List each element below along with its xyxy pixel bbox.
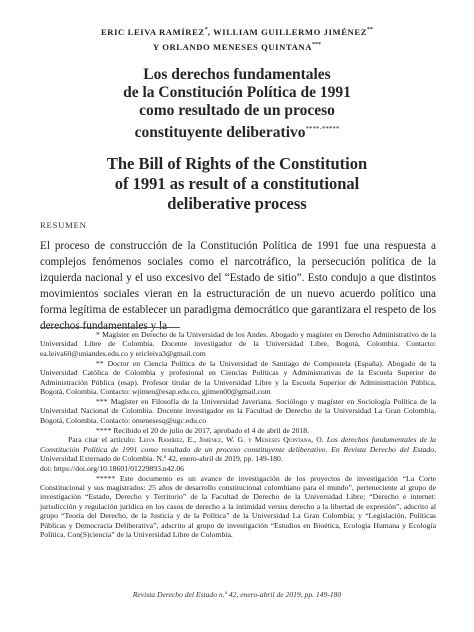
citation-details: , Universidad Externado de Colombia. N.º 42, enero-abril de 2019, pp. 149-180.	[40, 444, 436, 464]
footnote-mark: **	[367, 27, 374, 33]
footnotes	[40, 330, 436, 540]
footnote-text: Doctor en Ciencia Política de la Universidad de Santiago de Compostela (España). Abogado de la Universidad Católica de Colombia y profesional en Ciencias Políticas y Administrativas de la Escuela Superior de Administración Pública (esap). Profesor titular de la Universidad Libre y la Escuela Superior de Administración Pública, Bogotá, Colombia. Contacto: wjimen@esap.edu.co, gjimen00@gmail.com	[40, 358, 437, 396]
title-line	[40, 120, 434, 142]
footnote-mark: ****	[96, 425, 112, 435]
author-name: ERIC LEIVA RAMÍREZ	[100, 26, 205, 37]
running-footer: Revista Derecho del Estado n.º 42, enero-abril de 2019, pp. 149-180	[132, 590, 342, 599]
footnote	[40, 474, 436, 540]
section-heading-resumen: RESUMEN	[40, 220, 87, 230]
footnote-text: Recibido el 20 de julio de 2017, aprobado el 4 de abril de 2018.	[113, 425, 310, 435]
title-line: de la Constitución Política de 1991	[123, 84, 351, 101]
footnote-text: Magíster en Filosofía de la Universidad Javeriana. Sociólogo y magíster en Sociología Política de la Universidad Nacional de Colombia. Docente investigador en la Facultad de Derecho de la Universidad La Gran Colombia, Bogotá, Colombia. Contacto: omenesesq@ugc.edu.co	[40, 396, 436, 425]
citation-authors: Leiva Ramírez, E., Jiménez, W. G. y Meneses Quintana, O.	[139, 435, 324, 445]
title-line-text: constituyente deliberativo	[134, 124, 306, 142]
footnote-mark: *	[204, 27, 208, 33]
footnote	[40, 426, 436, 435]
footnote-text: Magíster en Derecho de la Universidad de los Andes. Abogado y magíster en Derecho Administrativo de la Universidad Libre de Colombia. Docente investigador de la Universidad Libre, Bogotá, Colombia. Contacto: ea.leiva60@uniandes.edu.co y ericleiva3@gmail.com	[40, 330, 437, 358]
author-list	[40, 24, 434, 54]
footnote	[40, 359, 436, 397]
title-spanish	[40, 66, 434, 142]
author-name: Y ORLANDO MENESES QUINTANA	[152, 41, 313, 52]
title-line: of 1991 as result of a constitutional	[114, 174, 360, 193]
footnote-mark: ****·*****	[305, 125, 340, 133]
title-line: The Bill of Rights of the Constitution	[106, 154, 368, 173]
footnote	[40, 397, 436, 425]
citation-title: Los derechos fundamentales de la Constitución Política de 1991 como resultado de un proceso constituyente deliberativo.	[40, 435, 436, 454]
title-line: Los derechos fundamentales	[143, 66, 331, 83]
title-line: como resultado de un proceso	[139, 102, 335, 119]
citation-note	[40, 435, 436, 473]
author-line-1	[40, 24, 434, 39]
author-name: , WILLIAM GUILLERMO JIMÉNEZ	[207, 26, 368, 37]
footnote	[40, 330, 436, 358]
footnote-mark: ***	[96, 396, 108, 406]
footnote-mark: *****	[96, 473, 116, 483]
footnote-divider	[40, 327, 180, 328]
citation-journal: En Revista Derecho del Estado	[327, 444, 435, 454]
title-english	[40, 154, 434, 214]
citation-doi[interactable]: doi: https://doi.org/10.18601/01229893.n42.06	[40, 463, 185, 473]
abstract-paragraph: El proceso de construcción de la Constitución Política de 1991 fue una respuesta a complejos fenómenos sociales como el narcotráfico, la persecución política de la izquierda nacional y el uso excesivo del “Estado de sitio”. Esto condujo a que distintos movimientos sociales vieran en la estructuración de un nuevo acuerdo político una forma legítima de establecer un paradigma democrático que garantizara el respeto de los derechos fundamentales y la	[40, 240, 436, 332]
footnote-text: Este documento es un avance de investigación de los proyectos de investigación “La Corte Constitucional y sus magistrados: 25 años de desarrollo constitucional colombiano para el mundo”, perteneciente al grupo de investigación “Estado, Derecho y Territorio” de la Facultad de Derecho de la Universidad Libre; “Derecho e internet: jurisdicción y regulación jurídica en los casos de derecho a la intimidad versus derecho a la libertad de expresión”, adscrito al grupo “Teoría del Derecho, de la Justicia y de la Política” de la Universidad La Gran Colombia; y “Legislación, Políticas Públicas y Democracia Deliberativa”, adscrito al grupo de investigación “Estudios en Bioética, Ecología Humana y Ecología Política. Con(S)ciencia” de la Universidad Libre de Colombia.	[40, 473, 437, 540]
citation-lead: Para citar el artículo:	[68, 435, 140, 445]
footnote-mark: ***	[312, 41, 322, 48]
footnote-mark: *	[96, 330, 100, 339]
author-line-2	[40, 39, 434, 54]
title-line: deliberative process	[167, 194, 307, 213]
footnote-mark: **	[96, 358, 104, 368]
